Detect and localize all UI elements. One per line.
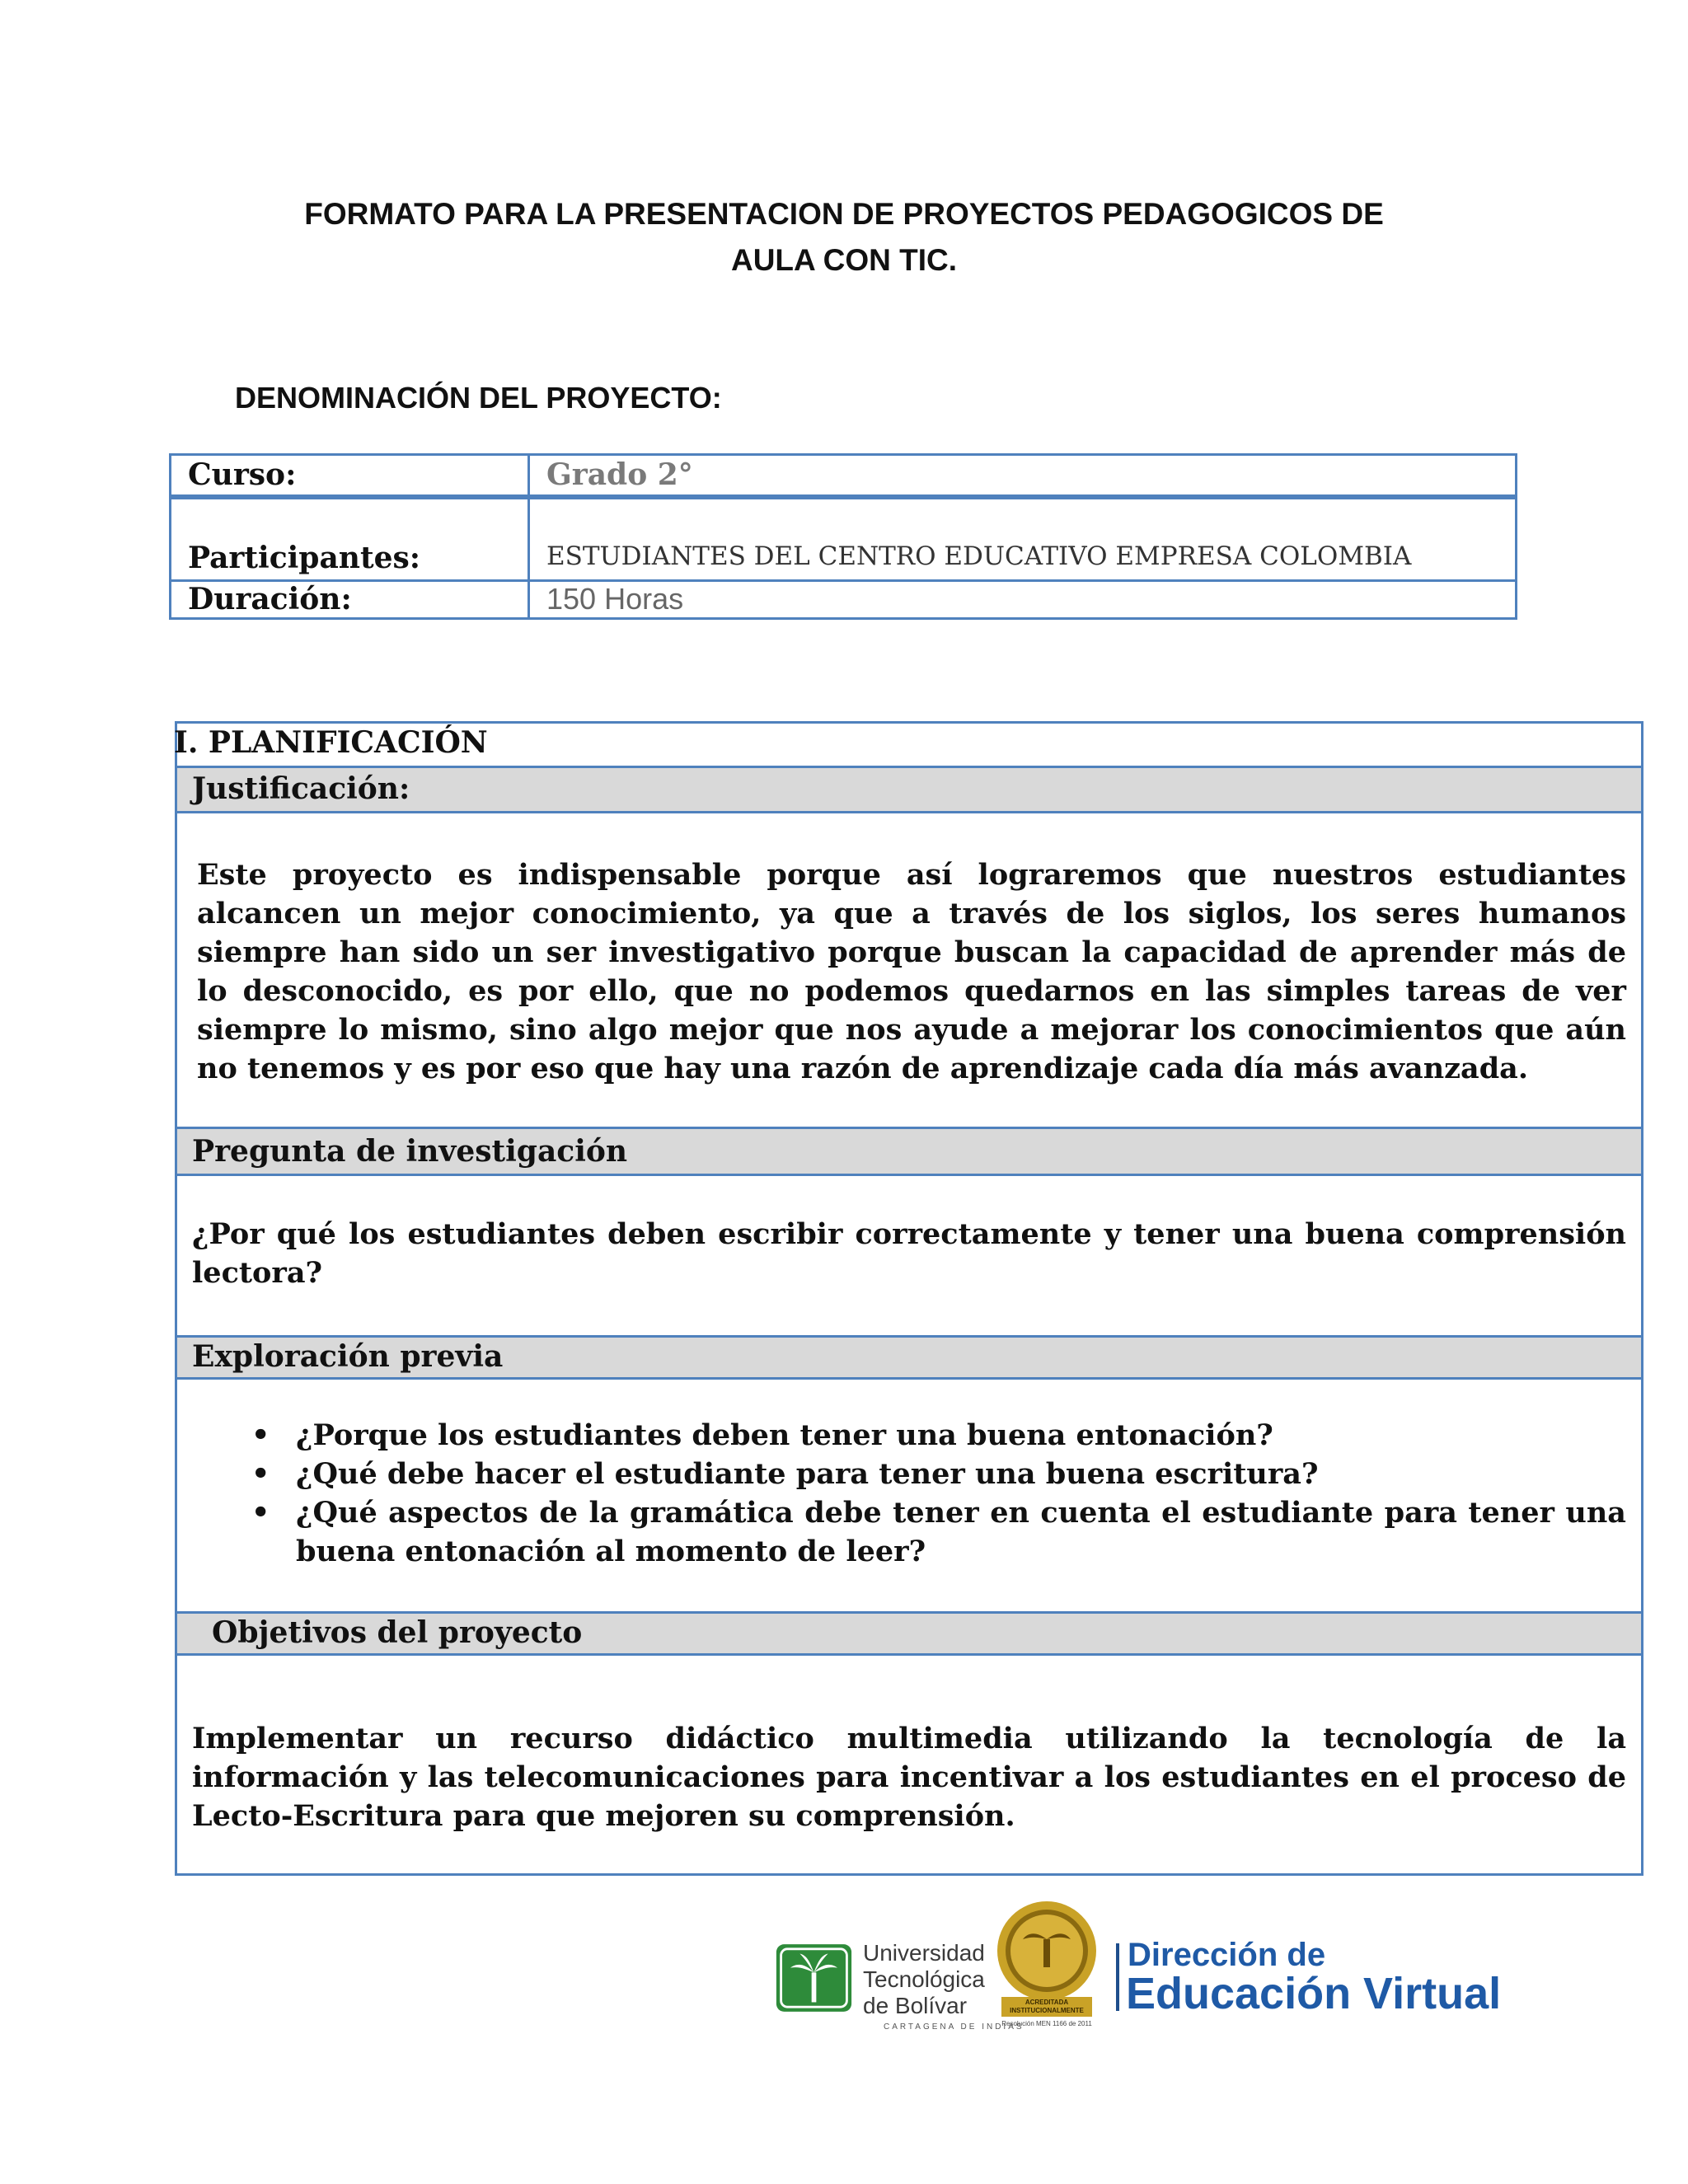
educacion-virtual-label: Educación Virtual xyxy=(1126,1969,1502,2018)
footer-divider xyxy=(1116,1943,1119,2011)
objetivos-header xyxy=(177,1611,1641,1656)
planificacion-heading: I. PLANIFICACIÓN xyxy=(174,725,488,760)
bullet-icon: • xyxy=(251,1457,270,1491)
list-item: • ¿Qué debe hacer el estudiante para tener una buena escritura? xyxy=(197,1455,1626,1493)
exploracion-header xyxy=(177,1335,1641,1380)
seal-label: ACREDITADA INSTITUCIONALMENTE xyxy=(1010,1999,1084,2014)
exploracion-list xyxy=(197,1416,1626,1571)
participantes-value: ESTUDIANTES DEL CENTRO EDUCATIVO EMPRESA COLOMBIA xyxy=(546,541,1412,571)
project-denomination-heading: DENOMINACIÓN DEL PROYECTO: xyxy=(235,381,722,415)
table-divider xyxy=(171,494,1515,499)
curso-label: Curso: xyxy=(188,457,297,492)
bullet-icon: • xyxy=(251,1418,270,1452)
accreditation-seal xyxy=(993,1900,1100,2032)
pregunta-header xyxy=(177,1127,1641,1176)
exploracion-label: Exploración previa xyxy=(192,1339,504,1374)
justificacion-label: Justificación: xyxy=(192,771,410,806)
planning-table xyxy=(175,721,1643,1876)
objetivos-label: Objetivos del proyecto xyxy=(212,1615,583,1650)
list-item: • ¿Porque los estudiantes deben tener una buena entonación? xyxy=(197,1416,1626,1455)
table-divider xyxy=(171,579,1515,582)
pregunta-label: Pregunta de investigación xyxy=(192,1134,628,1169)
document-title-line1: FORMATO PARA LA PRESENTACION DE PROYECTOS PEDAGOGICOS DE xyxy=(304,197,1384,231)
direccion-label: Dirección de xyxy=(1128,1937,1326,1973)
seal-resolution: Resolución MEN 1166 de 2011 xyxy=(1001,2020,1092,2027)
duracion-value: 150 Horas xyxy=(546,582,684,616)
utb-logo-icon xyxy=(775,1941,853,2015)
objetivos-text: Implementar un recurso didáctico multimedia utilizando la tecnología de la información y las telecomunicaciones para incentivar a los estudiantes en el proceso de Lecto-Escritura para que mejoren su comprensión. xyxy=(192,1722,1626,1833)
document-title-line2: AULA CON TIC. xyxy=(730,243,958,277)
bullet-icon: • xyxy=(251,1496,270,1530)
justificacion-header xyxy=(177,766,1641,813)
table-divider xyxy=(528,456,530,617)
utb-city: CARTAGENA DE INDIAS xyxy=(884,2022,1025,2032)
utb-name: Universidad Tecnológica de Bolívar xyxy=(863,1940,985,2018)
curso-value: Grado 2° xyxy=(546,457,693,492)
participantes-label: Participantes: xyxy=(188,541,421,575)
list-item: • ¿Qué aspectos de la gramática debe tener en cuenta el estudiante para tener una buena entonación al momento de leer? xyxy=(197,1493,1626,1571)
justificacion-text: Este proyecto es indispensable porque así lograremos que nuestros estudiantes alcancen un mejor conocimiento, ya que a través de los siglos, los seres humanos siempre han sido un ser investigativo porque buscan la capacidad de aprender más de lo desconocido, es por ello, que no podemos quedarnos en las simples tareas de ver siempre lo mismo, sino algo mejor que nos ayude a mejorar los conocimientos que aún no tenemos y es por eso que hay una razón de aprendizaje cada día más avanzada. xyxy=(197,858,1626,1085)
pregunta-text: ¿Por qué los estudiantes deben escribir correctamente y tener una buena comprensión lectora? xyxy=(192,1217,1626,1290)
duracion-label: Duración: xyxy=(188,582,352,616)
project-info-table xyxy=(169,453,1517,620)
